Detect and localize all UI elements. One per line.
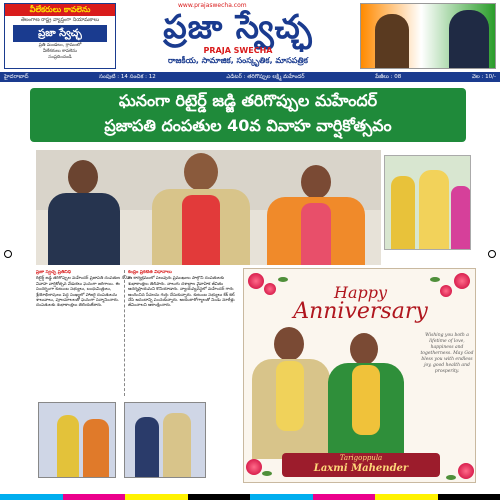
recruitment-subtitle: తెలంగాణ రాష్ట్ర వ్యాప్తంగా నియామకాలు — [20, 17, 100, 23]
headline-banner — [30, 88, 466, 142]
article-subheading: కేంద్రం ప్రకటిత విధానాలు — [128, 270, 172, 275]
strip-location: హైదరాబాద్ — [4, 74, 29, 80]
photo-person-left — [44, 160, 124, 265]
mini-logo: ప్రజా స్వేచ్ఛ — [13, 25, 107, 42]
article-column-1 — [36, 270, 131, 396]
website-url: www.prajaswecha.com — [178, 2, 247, 9]
headline-line-2: ప్రజాపతి దంపతుల 40వ వివాహ వార్షికోత్సవం — [104, 116, 392, 135]
strip-editor: ఎడిటర్ : తరిగొప్పుల లక్ష్మి మహేందర్ — [226, 74, 305, 80]
card-surname: Tarigoppula — [339, 454, 383, 462]
logo-title: ప్రజా స్వేచ్ఛ — [163, 7, 313, 46]
card-wish-text: Wishing you both a lifetime of love, happiness and togetherness. May God bless you with endless joy, good health and prosperity. — [420, 333, 474, 374]
logo-english: PRAJA SWECHA — [203, 46, 273, 55]
registration-mark — [488, 250, 496, 258]
newspaper-logo — [118, 2, 358, 70]
ad-person-left — [375, 14, 409, 69]
card-happy-text: Happy — [333, 283, 387, 302]
side-photo — [384, 155, 471, 250]
recruitment-tag: వీలేకరులు కావలెను — [5, 4, 115, 16]
card-full-name: Laxmi Mahender — [313, 463, 409, 474]
masthead — [0, 0, 500, 72]
leaf-decoration — [430, 277, 440, 282]
card-anniversary-text: Anniversary — [293, 299, 428, 324]
logo-tagline: రాజకీయ, సామాజిక, సంస్కృతిక, మాసపత్రిక — [168, 56, 308, 65]
recruitment-line: ప్రతి మండలం, గ్రామంలో — [38, 43, 82, 48]
photo-person-groom — [146, 153, 256, 265]
ad-person-right — [449, 10, 489, 69]
strip-pages: పేజీలు : 08 — [375, 74, 402, 80]
rose-decoration — [458, 463, 474, 479]
event-photo-2 — [124, 402, 206, 478]
recruitment-line: సంప్రదించండి — [48, 55, 72, 60]
header-ad-photo — [360, 3, 496, 69]
card-name-ribbon — [282, 453, 440, 477]
strip-volume: సంపుటి : 14 సంచిక : 12 — [99, 74, 156, 80]
rose-decoration — [246, 459, 262, 475]
strip-price: వెల : 10/- — [471, 74, 496, 80]
issue-info-strip — [0, 72, 500, 82]
leaf-decoration — [262, 471, 272, 476]
article-column-2 — [124, 270, 242, 396]
article-body: ఈ కార్యక్రమంలో పలువురు ప్రముఖులు పాల్గొని దంపతులకు శుభాకాంక్షలు తెలిపారు. నాలుగు దశాబ్దాల వైవాహిక జీవితం ఆదర్శప్రాయమని కొనియాడారు. న్యాయవ్యవస్థలో మహేందర్ గారు అందించిన సేవలను గుర్తు చేసుకున్నారు. కుటుంబ సభ్యులు కేక్ కట్ చేసి ఆనందాన్ని పంచుకున్నారు. ఆయురారోగ్యాలతో నిండు నూరేళ్లు జీవించాలని ఆకాంక్షించారు. — [128, 275, 235, 308]
leaf-decoration — [446, 475, 456, 480]
color-bar — [0, 494, 500, 500]
anniversary-card — [243, 268, 476, 483]
article-body: రిటైర్డ్ జడ్జి తరిగొప్పుల మహేందర్ ప్రజాపతి దంపతుల 40వ వివాహ వార్షికోత్సవ వేడుకలు ఘనంగా జరిగాయి. ఈ సందర్భంగా కుటుంబ సభ్యులు, బంధుమిత్రులు, శ్రేయోభిలాషులు పెద్ద సంఖ్యలో హాజరై దంపతులను శాలువాలు, పూలమాలలతో ఘనంగా సన్మానించారు. దంపతులకు శుభాకాంక్షలు తెలియజేశారు. — [36, 275, 130, 308]
registration-mark — [4, 250, 12, 258]
photo-person-bride — [261, 165, 371, 265]
event-photo-1 — [38, 402, 116, 478]
main-photo — [36, 150, 381, 265]
recruitment-line: వీలేకరులు కావలెను — [42, 49, 77, 54]
leaf-decoration — [278, 277, 288, 282]
headline-line-1: ఘనంగా రిటైర్డ్ జడ్జి తరిగొప్పుల మహేందర్ — [118, 91, 378, 110]
card-couple-photo — [252, 325, 417, 465]
recruitment-ad — [4, 3, 116, 69]
article-byline: ప్రజా స్వేచ్ఛ ప్రతినిధి — [36, 270, 72, 275]
